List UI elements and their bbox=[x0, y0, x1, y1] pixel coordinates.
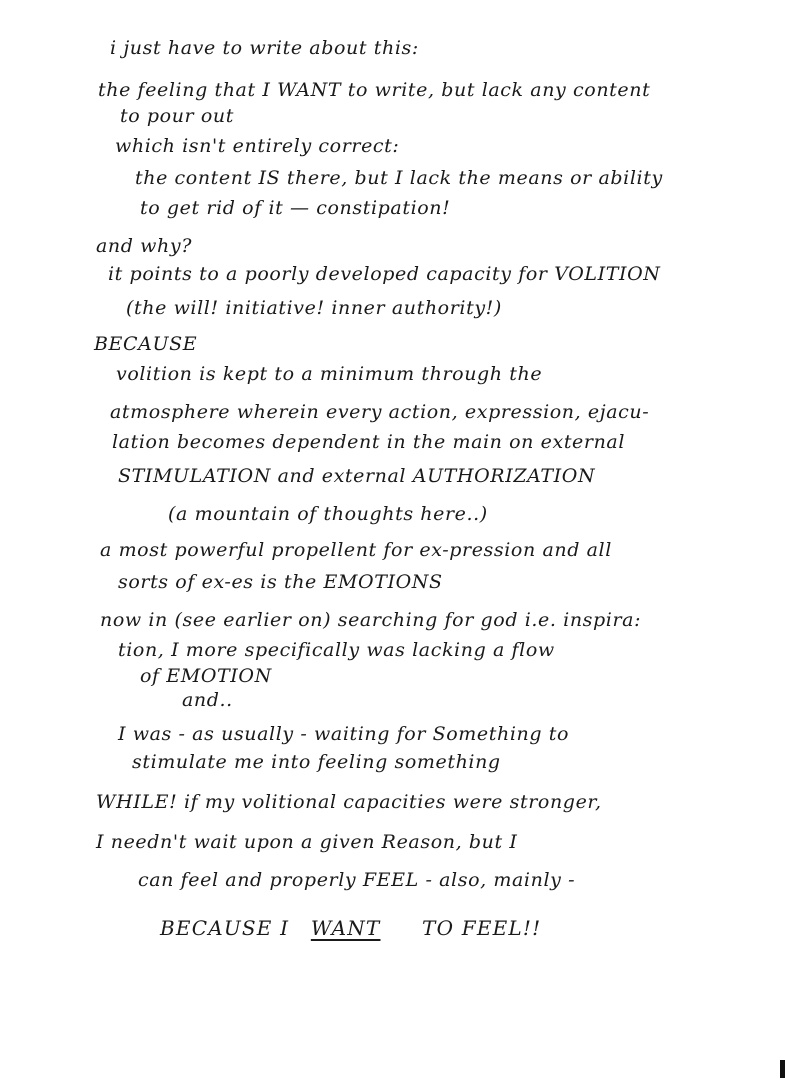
text-line: (the will! initiative! inner authority!) bbox=[126, 297, 502, 319]
text-line: BECAUSE bbox=[94, 333, 198, 355]
text-line: now in (see earlier on) searching for god i.e. inspira: bbox=[100, 609, 642, 631]
text-line: STIMULATION and external AUTHORIZATION bbox=[118, 465, 596, 487]
text-line: the feeling that I WANT to write, but lack any content bbox=[98, 79, 651, 101]
text-line: lation becomes dependent in the main on external bbox=[112, 431, 626, 453]
closing-line-start: BECAUSE I bbox=[160, 916, 290, 940]
text-line: WHILE! if my volitional capacities were stronger, bbox=[96, 791, 602, 813]
scan-edge-mark bbox=[780, 1060, 785, 1078]
closing-line bbox=[160, 916, 541, 940]
text-line: I needn't wait upon a given Reason, but I bbox=[96, 831, 518, 853]
text-line: to pour out bbox=[120, 105, 234, 127]
text-line: it points to a poorly developed capacity for VOLITION bbox=[108, 263, 661, 285]
text-line: can feel and properly FEEL - also, mainly - bbox=[138, 869, 576, 891]
text-line: stimulate me into feeling something bbox=[132, 751, 501, 773]
text-line: sorts of ex-es is the EMOTIONS bbox=[118, 571, 443, 593]
text-line: atmosphere wherein every action, expression, ejacu- bbox=[110, 401, 650, 423]
text-line: of EMOTION bbox=[140, 665, 272, 687]
closing-line-end: TO FEEL!! bbox=[422, 916, 542, 940]
text-line: volition is kept to a minimum through the bbox=[116, 363, 543, 385]
text-line: (a mountain of thoughts here..) bbox=[168, 503, 488, 525]
text-line: and.. bbox=[182, 689, 233, 711]
closing-line-emphasis: WANT bbox=[310, 916, 381, 940]
text-line: a most powerful propellent for ex-pression and all bbox=[100, 539, 612, 561]
text-line: I was - as usually - waiting for Something to bbox=[118, 723, 570, 745]
text-line: and why? bbox=[96, 235, 192, 257]
text-line: tion, I more specifically was lacking a flow bbox=[118, 639, 555, 661]
text-line: i just have to write about this: bbox=[110, 37, 419, 59]
text-line: which isn't entirely correct: bbox=[115, 135, 400, 157]
text-line: the content IS there, but I lack the means or ability bbox=[135, 167, 663, 189]
text-line: to get rid of it — constipation! bbox=[140, 197, 451, 219]
